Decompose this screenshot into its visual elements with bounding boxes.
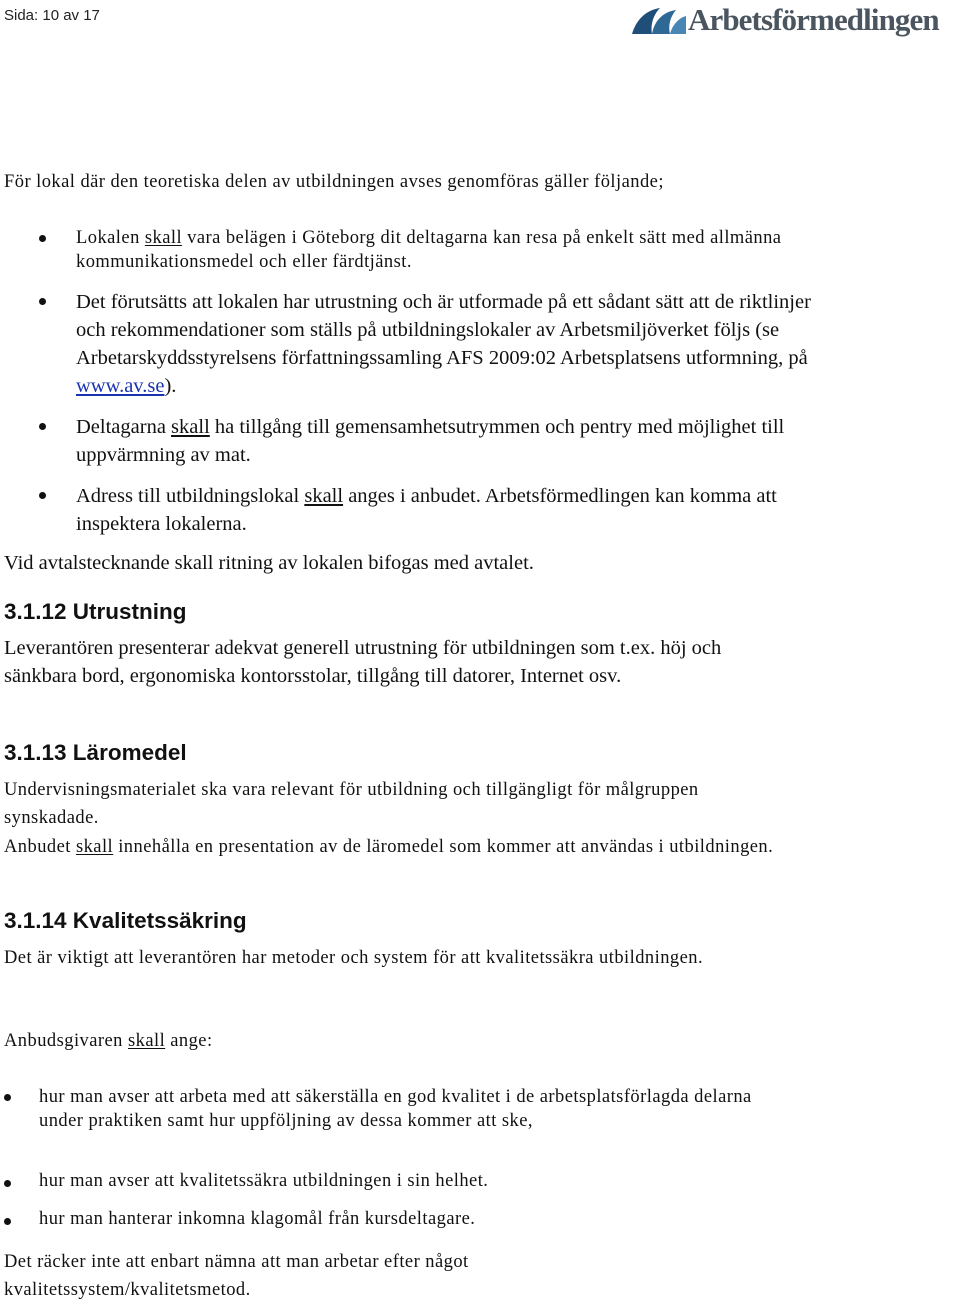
premises-item-location: Lokalen skall vara belägen i Göteborg dit deltagarna kan resa på enkelt sätt med allmänna kommunikationsmedel och eller färdtjänst. xyxy=(76,228,782,272)
drawing-note: Vid avtalstecknande skall ritning av lokalen bifogas med avtalet. xyxy=(4,552,534,574)
laromedel-relevance: Undervisningsmaterialet ska vara relevant för utbildning och tillgängligt för målgruppen synskadade. xyxy=(4,780,699,828)
kvalitet-closing: Det räcker inte att enbart nämna att man arbetar efter något kvalitetssystem/kvalitetsmetod. xyxy=(4,1252,469,1300)
bullet-icon xyxy=(4,1180,11,1187)
skall-emphasis: skall xyxy=(75,837,114,857)
section-heading-utrustning: 3.1.12 Utrustning xyxy=(4,599,187,624)
section-heading-kvalitetssakring: 3.1.14 Kvalitetssäkring xyxy=(4,908,247,933)
skall-emphasis: skall xyxy=(144,228,183,248)
logo-mark-icon xyxy=(630,2,688,44)
skall-emphasis: skall xyxy=(127,1031,166,1051)
kvalitet-item: hur man avser att kvalitetssäkra utbildningen i sin helhet. xyxy=(39,1171,489,1191)
arbetsformedlingen-logo xyxy=(630,2,960,44)
premises-item-common-areas: Deltagarna skall ha tillgång till gemensamhetsutrymmen och pentry med möjlighet till uppvärmning av mat. xyxy=(76,416,785,466)
av-se-link[interactable]: www.av.se xyxy=(76,375,165,397)
bullet-icon xyxy=(4,1218,11,1225)
logo-text: Arbetsförmedlingen xyxy=(688,2,939,37)
bullet-icon xyxy=(39,423,46,430)
laromedel-presentation: Anbudet skall innehålla en presentation av de läromedel som kommer att användas i utbildningen. xyxy=(4,837,774,857)
kvalitet-item: hur man avser att arbeta med att säkerställa en god kvalitet i de arbetsplatsförlagda delarna under praktiken samt hur uppföljning av dessa kommer att ske, xyxy=(39,1087,752,1131)
kvalitet-item: hur man hanterar inkomna klagomål från kursdeltagare. xyxy=(39,1209,476,1229)
page-number: Sida: 10 av 17 xyxy=(4,7,100,24)
bullet-icon xyxy=(39,298,46,305)
bullet-icon xyxy=(4,1094,11,1101)
premises-item-work-environment: Det förutsätts att lokalen har utrustning och är utformade på ett sådant sätt att de riktlinjer och rekommendationer som ställs på utbildningslokaler av Arbetsmiljöverket följs (se Arbetarskyddsstyrelsens författningssamling AFS 2009:02 Arbetsplatsens utformning, på www.av.se). xyxy=(76,291,811,397)
kvalitet-importance: Det är viktigt att leverantören har metoder och system för att kvalitetssäkra utbildningen. xyxy=(4,948,704,968)
bullet-icon xyxy=(39,492,46,499)
utrustning-body: Leverantören presenterar adekvat generell utrustning för utbildningen som t.ex. höj och sänkbara bord, ergonomiska kontorsstolar, tillgång till datorer, Internet osv. xyxy=(4,637,722,687)
intro-text: För lokal där den teoretiska delen av utbildningen avses genomföras gäller följande; xyxy=(4,172,664,192)
skall-emphasis: skall xyxy=(304,485,344,507)
skall-emphasis: skall xyxy=(171,416,210,438)
bullet-icon xyxy=(39,235,46,242)
kvalitet-requirement: Anbudsgivaren skall ange: xyxy=(4,1031,213,1051)
section-heading-laromedel: 3.1.13 Läromedel xyxy=(4,740,187,765)
premises-item-address: Adress till utbildningslokal skall anges i anbudet. Arbetsförmedlingen kan komma att inspektera lokalerna. xyxy=(76,485,777,535)
